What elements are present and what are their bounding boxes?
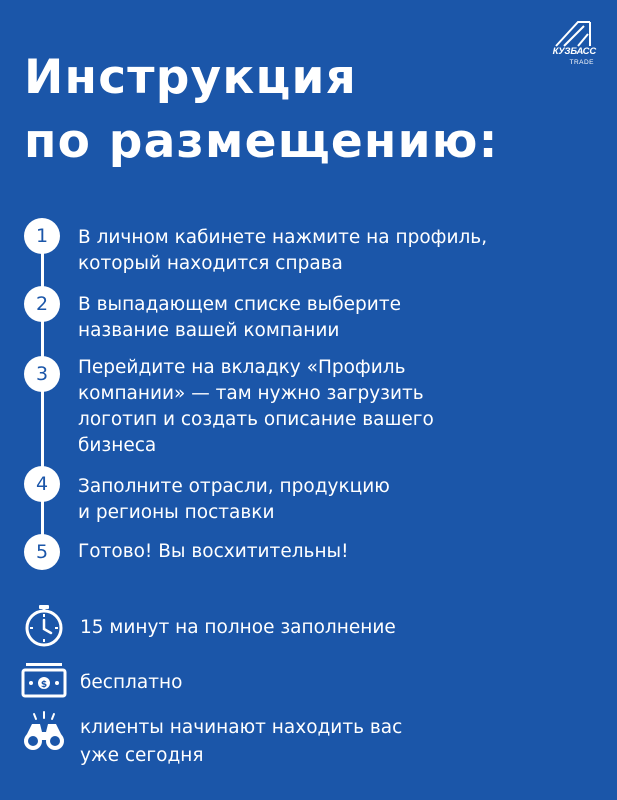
- timeline-line: [41, 236, 44, 552]
- step-line: логотип и создать описание вашего: [78, 409, 434, 430]
- info-line: уже сегодня: [80, 745, 204, 766]
- info-text: [80, 669, 600, 697]
- title-line-2: по размещению:: [24, 114, 499, 169]
- step-text: [78, 539, 598, 565]
- step-text: [78, 292, 598, 344]
- info-line: клиенты начинают находить вас: [80, 717, 403, 738]
- step-line: и регионы поставки: [78, 502, 275, 523]
- banknote-icon: [20, 660, 68, 704]
- info-line: бесплатно: [80, 672, 183, 693]
- step-number: 1: [24, 218, 60, 254]
- step-number: 4: [24, 466, 60, 502]
- step-line: Готово! Вы восхитительны!: [78, 541, 349, 562]
- step-line: В личном кабинете нажмите на профиль,: [78, 227, 488, 248]
- step-text: [78, 474, 598, 526]
- binoculars-icon: [20, 710, 68, 754]
- step-line: компании» — там нужно загрузить: [78, 383, 424, 404]
- step-line: Перейдите на вкладку «Профиль: [78, 357, 406, 378]
- logo-subtitle: TRADE: [569, 59, 594, 66]
- svg-text:$: $: [40, 680, 48, 690]
- step-number: 3: [24, 356, 60, 392]
- step-text: [78, 225, 598, 277]
- step-number: 5: [24, 534, 60, 570]
- info-text: [80, 614, 600, 642]
- info-text: [80, 714, 600, 770]
- step-line: бизнеса: [78, 435, 157, 456]
- step-line: В выпадающем списке выберите: [78, 294, 401, 315]
- step-line: название вашей компании: [78, 320, 340, 341]
- title-line-1: Инструкция: [24, 50, 358, 105]
- step-line: который находится справа: [78, 253, 343, 274]
- step-line: Заполните отрасли, продукцию: [78, 476, 390, 497]
- step-text: [78, 355, 598, 459]
- info-line: 15 минут на полное заполнение: [80, 617, 396, 638]
- logo-name: КУЗБАСС: [552, 46, 596, 57]
- step-number: 2: [24, 286, 60, 322]
- stopwatch-icon: [20, 604, 68, 648]
